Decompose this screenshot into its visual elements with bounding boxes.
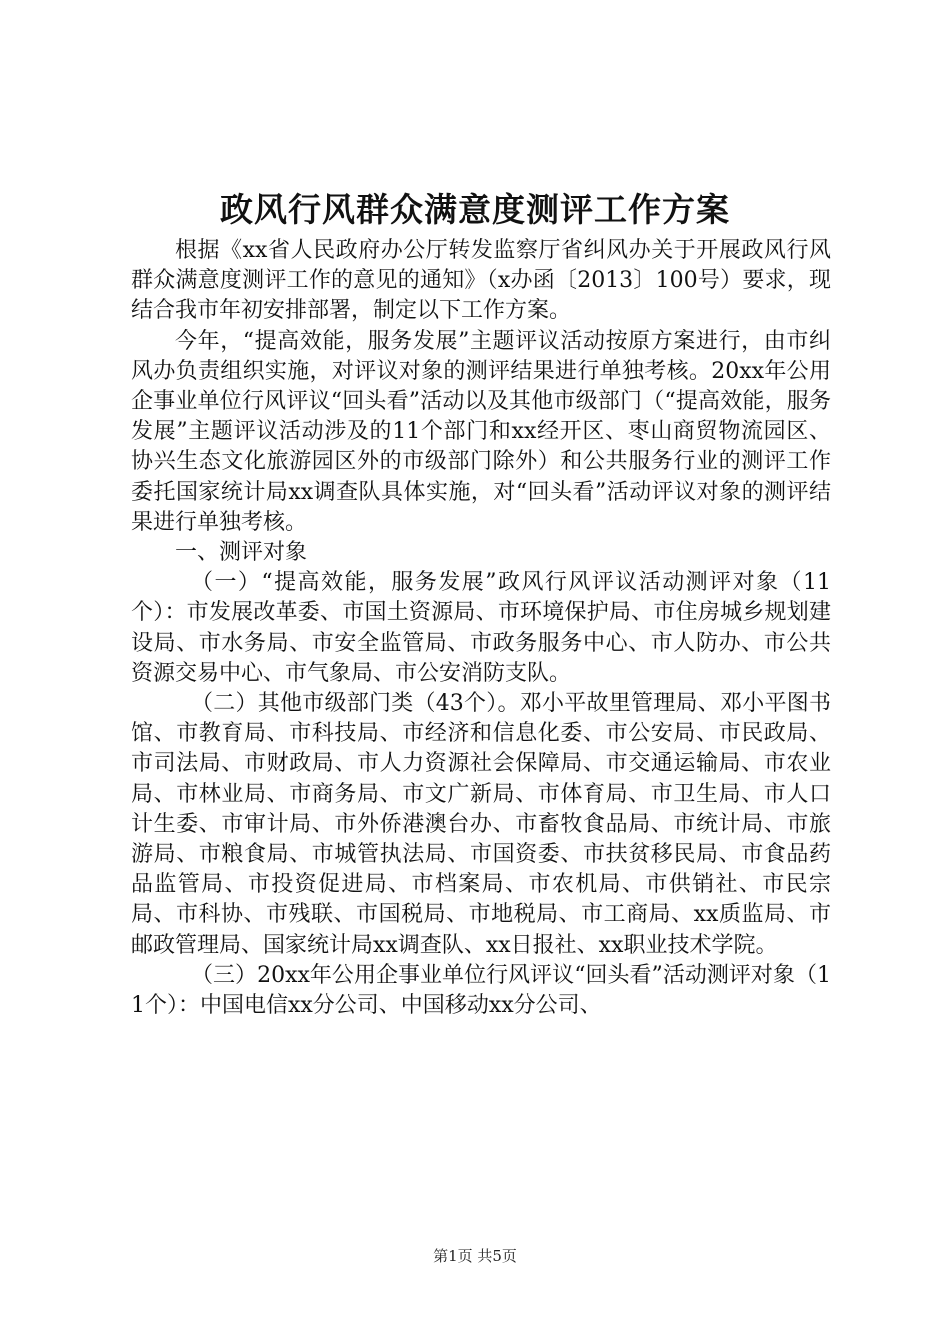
page-number-label: 第1页 共5页 — [433, 1247, 517, 1265]
paragraph-background: 今年，“提高效能，服务发展”主题评议活动按原方案进行，由市纠风办负责组织实施，对评议对象的测评结果进行单独考核。20xx年公用企事业单位行风评议“回头看”活动以及其他市级部门（“提高效能，服务发展”主题评议活动涉及的11个部门和xx经开区、枣山商贸物流园区、协兴生态文化旅游园区外的市级部门除外）和公共服务行业的测评工作委托国家统计局xx调查队具体实施，对“回头看”活动评议对象的测评结果进行单独考核。 — [131, 328, 831, 535]
page-footer — [0, 1245, 950, 1266]
paragraph-targets-group-2: （二）其他市级部门类（43个）。邓小平故里管理局、邓小平图书馆、市教育局、市科技局、市经济和信息化委、市公安局、市民政局、市司法局、市财政局、市人力资源社会保障局、市交通运输局、市农业局、市林业局、市商务局、市文广新局、市体育局、市卫生局、市人口计生委、市审计局、市外侨港澳台办、市畜牧食品局、市统计局、市旅游局、市粮食局、市城管执法局、市国资委、市扶贫移民局、市食品药品监管局、市投资促进局、市档案局、市农机局、市供销社、市民宗局、市科协、市残联、市国税局、市地税局、市工商局、xx质监局、市邮政管理局、国家统计局xx调查队、xx日报社、xx职业技术学院。 — [131, 691, 831, 958]
document-title: 政风行风群众满意度测评工作方案 — [220, 190, 730, 229]
document-body — [131, 236, 831, 1021]
paragraph-targets-group-3: （三）20xx年公用企事业单位行风评议“回头看”活动测评对象（11个）：中国电信xx分公司、中国移动xx分公司、 — [131, 962, 831, 1019]
paragraph-targets-group-1: （一）“提高效能，服务发展”政风行风评议活动测评对象（11个）：市发展改革委、市国土资源局、市环境保护局、市住房城乡规划建设局、市水务局、市安全监管局、市政务服务中心、市人防办、市公共资源交易中心、市气象局、市公安消防支队。 — [131, 570, 831, 686]
section-heading-targets: 一、测评对象 — [175, 540, 308, 566]
paragraph-intro: 根据《xx省人民政府办公厅转发监察厅省纠风办关于开展政风行风群众满意度测评工作的意见的通知》（x办函〔2013〕100号）要求，现结合我市年初安排部署，制定以下工作方案。 — [131, 238, 831, 324]
